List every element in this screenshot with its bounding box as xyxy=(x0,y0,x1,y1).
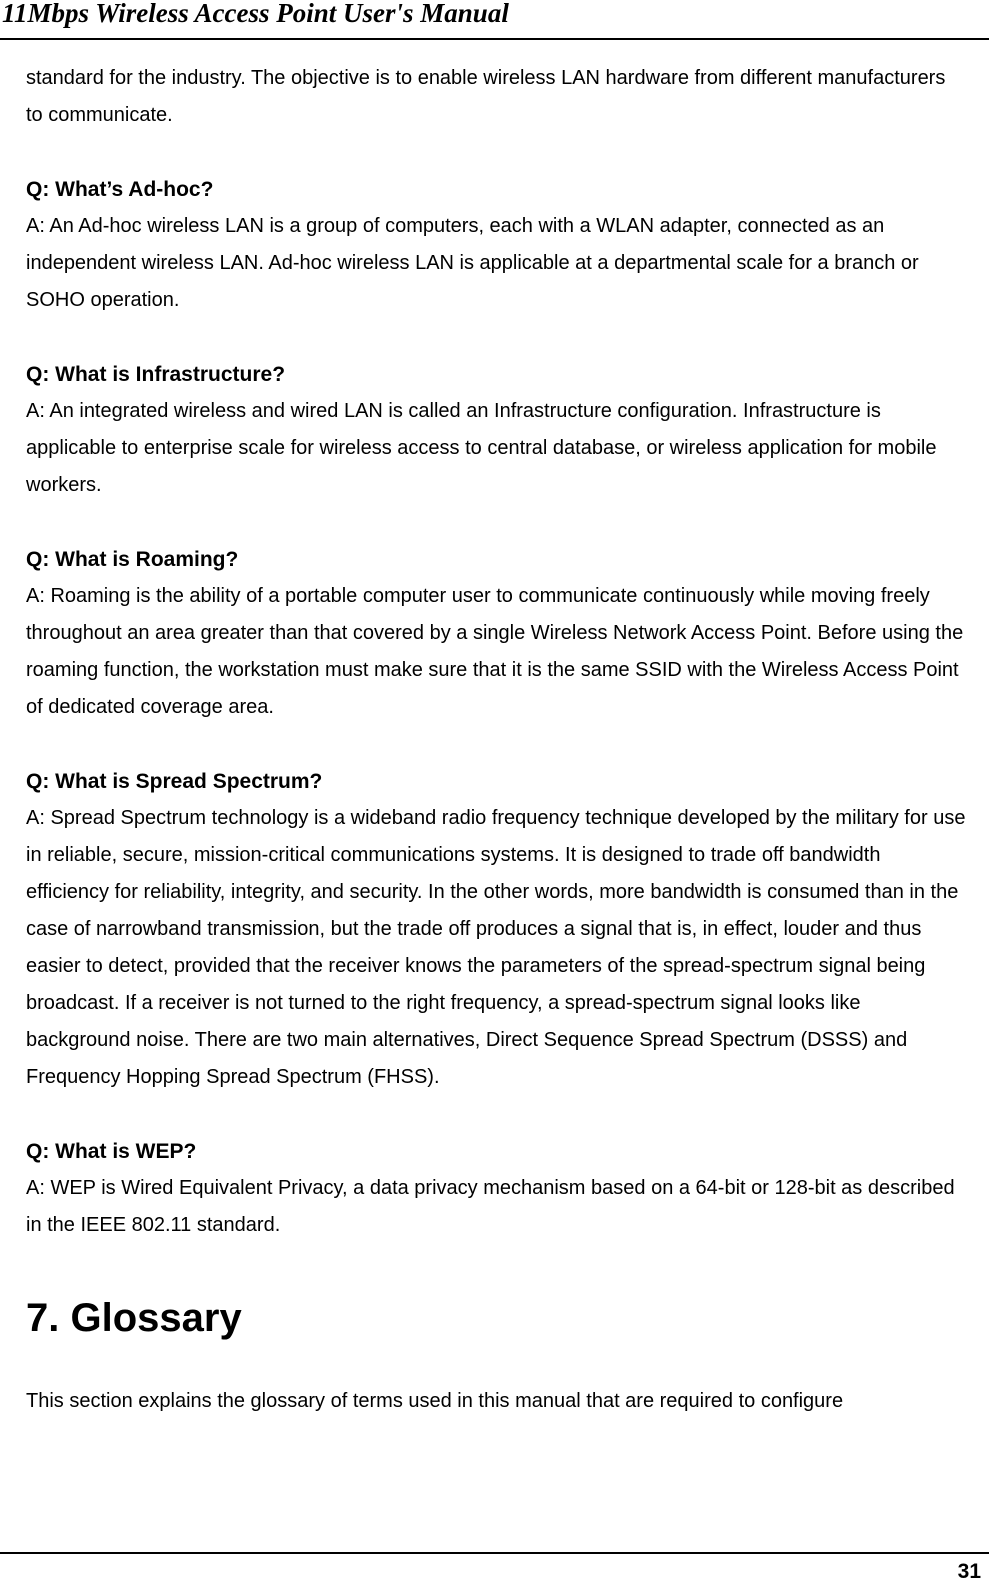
faq-wep xyxy=(26,1133,966,1244)
faq-answer: A: Roaming is the ability of a portable computer user to communicate continuously while moving freely throughout an area greater than that covered by a single Wireless Network Access Point. Before using the roaming function, the workstation must make sure that it is the same SSID with the Wireless Access Point of dedicated coverage area. xyxy=(26,585,964,718)
faq-infrastructure xyxy=(26,356,966,504)
section-heading-glossary: 7. Glossary xyxy=(26,1296,242,1340)
continuation-paragraph: standard for the industry. The objective is to enable wireless LAN hardware from different manufacturers to communicate. xyxy=(26,67,946,126)
faq-question: Q: What is WEP? xyxy=(26,1140,197,1163)
page-content xyxy=(26,60,966,1420)
faq-question: Q: What’s Ad-hoc? xyxy=(26,178,214,201)
manual-title: 11Mbps Wireless Access Point User's Manual xyxy=(2,0,509,28)
faq-ad-hoc xyxy=(26,171,966,319)
page-number: 31 xyxy=(957,1560,981,1583)
faq-answer: A: Spread Spectrum technology is a wideband radio frequency technique developed by the military for use in reliable, secure, mission-critical communications systems. It is designed to trade off bandwidth efficiency for reliability, integrity, and security. In the other words, more bandwidth is consumed than in the case of narrowband transmission, but the trade off produces a signal that is, in effect, louder and thus easier to detect, provided that the receiver knows the parameters of the spread-spectrum signal being broadcast. If a receiver is not turned to the right frequency, a spread-spectrum signal looks like background noise. There are two main alternatives, Direct Sequence Spread Spectrum (DSSS) and Frequency Hopping Spread Spectrum (FHSS). xyxy=(26,807,966,1088)
faq-answer: A: An integrated wireless and wired LAN is called an Infrastructure configuration. Infrastructure is applicable to enterprise scale for wireless access to central database, or wireless application for mobile workers. xyxy=(26,400,937,496)
faq-spread-spectrum xyxy=(26,763,966,1096)
faq-question: Q: What is Infrastructure? xyxy=(26,363,286,386)
page-footer xyxy=(0,1552,989,1582)
faq-question: Q: What is Roaming? xyxy=(26,548,239,571)
glossary-intro: This section explains the glossary of terms used in this manual that are required to configure xyxy=(26,1390,844,1412)
page-header xyxy=(0,0,989,40)
faq-answer: A: An Ad-hoc wireless LAN is a group of computers, each with a WLAN adapter, connected as an independent wireless LAN. Ad-hoc wireless LAN is applicable at a departmental scale for a branch or SOHO operation. xyxy=(26,215,919,311)
faq-question: Q: What is Spread Spectrum? xyxy=(26,770,323,793)
faq-roaming xyxy=(26,541,966,726)
faq-answer: A: WEP is Wired Equivalent Privacy, a data privacy mechanism based on a 64-bit or 128-bit as described in the IEEE 802.11 standard. xyxy=(26,1177,955,1236)
